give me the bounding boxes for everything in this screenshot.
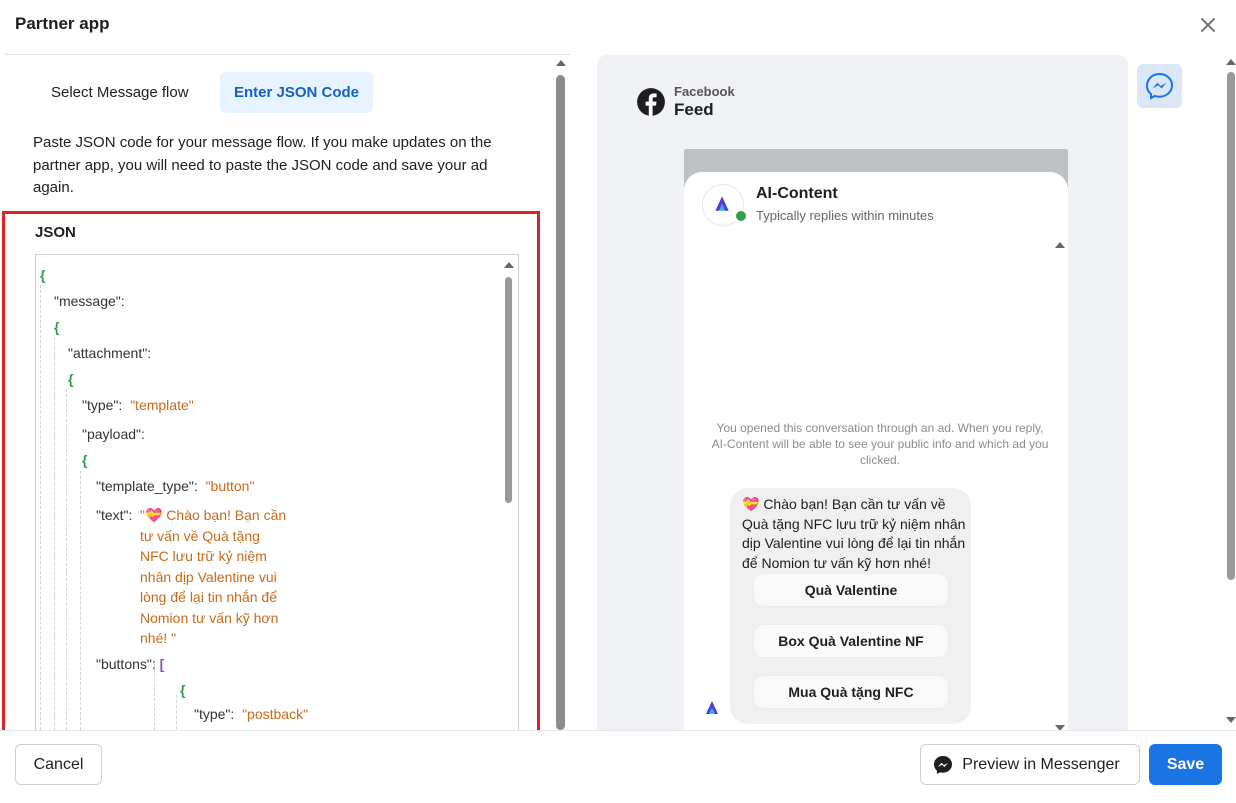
facebook-logo-icon — [637, 88, 665, 116]
json-code-editor[interactable] — [35, 254, 519, 730]
page-response-status: Typically replies within minutes — [756, 208, 934, 223]
json-key-button-type: "type": "postback" — [194, 706, 309, 722]
right-pane-scrollbar[interactable] — [1225, 57, 1236, 727]
page-name: AI-Content — [756, 185, 838, 202]
json-brace: { — [68, 371, 74, 387]
json-text-value: "💝 Chào bạn! Bạn cần tư vấn về Quà tặng NFC lưu trữ kỷ niệm nhân dịp Valentine vui lòng để lại tin nhắn để Nomion tư vấn kỹ hơn nhé! " — [140, 507, 287, 646]
tab-enter-json-code[interactable]: Enter JSON Code — [220, 72, 373, 113]
scroll-down-icon[interactable] — [1226, 717, 1236, 723]
dialog-title: Partner app — [15, 14, 110, 33]
json-brace: { — [82, 452, 88, 468]
json-brace: { — [54, 319, 60, 335]
scroll-up-icon[interactable] — [504, 262, 514, 268]
left-pane — [0, 55, 570, 730]
quick-reply-button[interactable]: Mua Quà tặng NFC — [754, 676, 948, 708]
preview-in-messenger-button[interactable] — [920, 744, 1140, 785]
json-key-type: "type": "template" — [82, 397, 194, 413]
cancel-button[interactable]: Cancel — [15, 744, 102, 785]
chat-scrollbar[interactable] — [1055, 240, 1065, 732]
scroll-up-icon[interactable] — [1226, 59, 1236, 65]
json-key-attachment: "attachment": — [68, 345, 152, 361]
scroll-up-icon[interactable] — [1055, 242, 1065, 248]
left-pane-scrollbar[interactable] — [555, 55, 567, 730]
editor-scroll-thumb[interactable] — [505, 277, 512, 503]
messenger-preview-toggle[interactable] — [1137, 64, 1182, 108]
tab-select-message-flow[interactable]: Select Message flow — [51, 84, 189, 101]
json-key-text: "text": — [96, 507, 133, 523]
editor-scrollbar[interactable] — [503, 259, 514, 730]
messenger-icon — [1137, 64, 1182, 108]
save-button[interactable]: Save — [1149, 744, 1222, 785]
online-status-dot — [734, 209, 748, 223]
message-bubble — [730, 488, 971, 724]
preview-in-messenger-label: Preview in Messenger — [962, 756, 1120, 773]
json-key-message: "message": — [54, 293, 125, 309]
json-section — [2, 211, 540, 730]
json-key-buttons: "buttons": [ — [96, 656, 165, 672]
json-key-payload: "payload": — [82, 426, 145, 442]
page-avatar-small-icon — [702, 698, 722, 718]
ad-conversation-notice: You opened this conversation through an ad. When you reply, AI-Content will be able to see your public info and which ad you clicked. — [711, 421, 1049, 467]
left-pane-scroll-thumb[interactable] — [556, 75, 565, 730]
quick-reply-button[interactable]: Quà Valentine — [754, 574, 948, 606]
json-description: Paste JSON code for your message flow. If you make updates on the partner app, you will need to paste the JSON code and save your ad again. — [33, 134, 492, 196]
message-text: 💝 Chào bạn! Bạn cần tư vấn về Quà tặng NFC lưu trữ kỷ niệm nhân dịp Valentine vui lòng để lại tin nhắn để Nomion tư vấn kỹ hơn nhé! — [742, 496, 966, 571]
platform-label: Facebook — [674, 84, 735, 99]
messenger-icon — [933, 755, 953, 775]
placement-label: Feed — [674, 100, 714, 119]
json-label: JSON — [35, 224, 76, 241]
json-brace: { — [40, 267, 46, 283]
right-pane-scroll-thumb[interactable] — [1227, 72, 1235, 580]
scroll-up-icon[interactable] — [556, 60, 566, 66]
quick-reply-button[interactable]: Box Quà Valentine NF — [754, 625, 948, 657]
json-key-template-type: "template_type": "button" — [96, 478, 255, 494]
messenger-chat-preview — [684, 172, 1068, 732]
close-icon[interactable] — [1199, 16, 1217, 34]
footer-divider — [0, 730, 1236, 731]
json-brace: { — [180, 682, 186, 698]
